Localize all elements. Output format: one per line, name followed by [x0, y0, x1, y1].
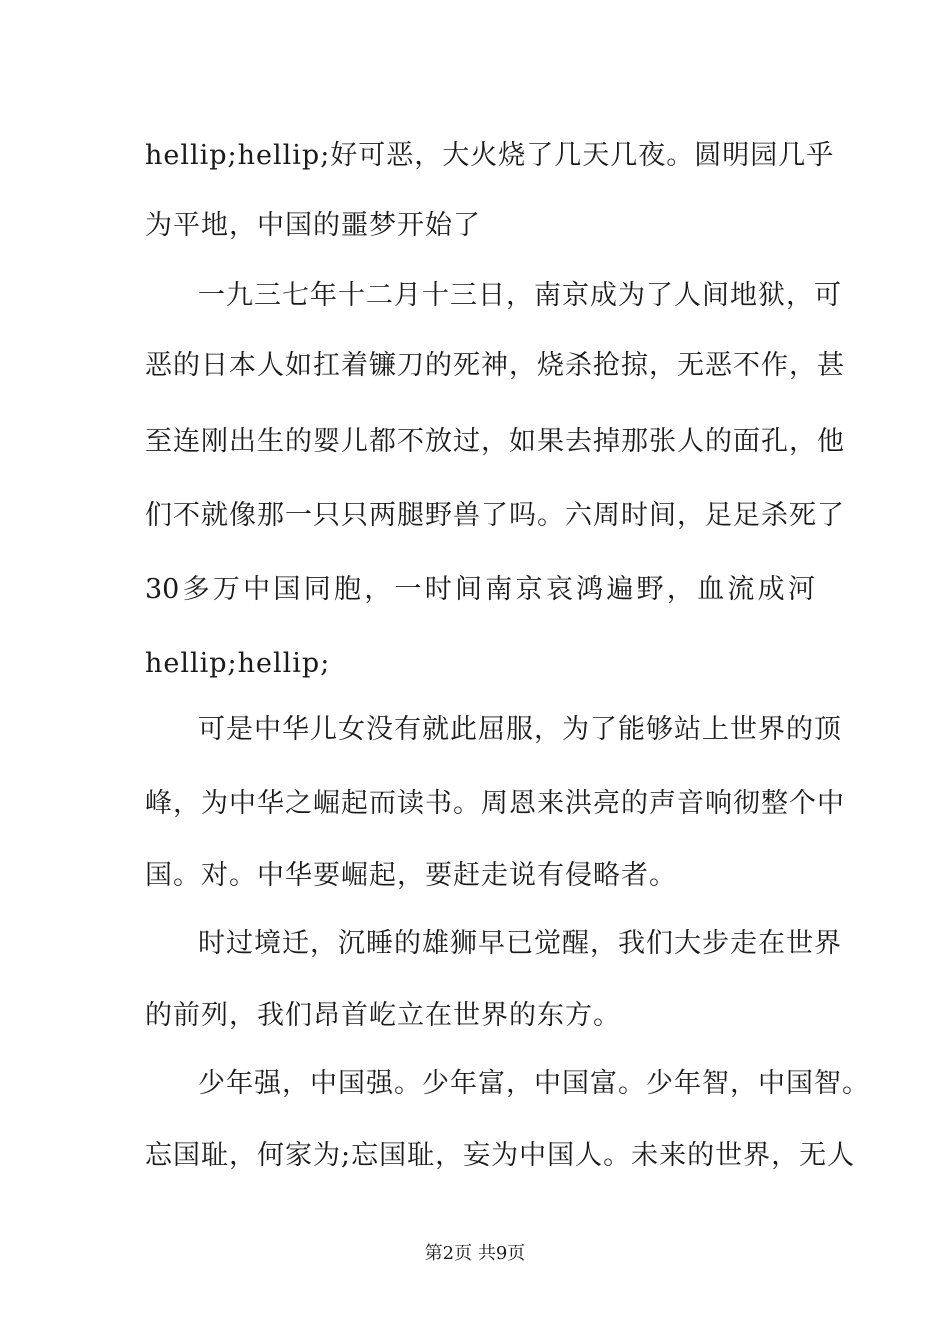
word: 中 — [243, 574, 271, 605]
paragraph-nanjing-line-3: 至连刚出生的婴儿都不放过，如果去掉那张人的面孔，他 — [145, 426, 845, 457]
word: 胞 — [333, 574, 361, 605]
paragraph-rise-line-2: 峰，为中华之崛起而读书。周恩来洪亮的声音响彻整个中 — [145, 788, 845, 819]
paragraph-nanjing-line-2: 恶的日本人如扛着镰刀的死神，烧杀抢掠，无恶不作，甚 — [145, 350, 845, 381]
paragraph-youth-line-2: 忘国耻，何家为;忘国耻，妄为中国人。未来的世界，无人 — [145, 1140, 856, 1171]
word: 时 — [424, 574, 452, 605]
paragraph-awake-line-1: 时过境迁，沉睡的雄狮早已觉醒，我们大步走在世界 — [198, 928, 842, 959]
word: 同 — [303, 574, 331, 605]
word: 血 — [697, 574, 725, 605]
page-number-footer: 第2页 共9页 — [424, 1243, 526, 1264]
word: 流 — [727, 574, 755, 605]
word: 成 — [757, 574, 785, 605]
text-line-1: hellip;hellip;好可恶，大火烧了几天几夜。圆明园几乎 — [145, 140, 835, 171]
paragraph-nanjing-line-6: hellip;hellip; — [145, 648, 331, 679]
word: 万 — [212, 574, 240, 605]
paragraph-nanjing-line-4: 们不就像那一只只两腿野兽了吗。六周时间，足足杀死了 — [145, 500, 845, 531]
word: 国 — [273, 574, 301, 605]
word: ， — [364, 574, 392, 605]
paragraph-youth-line-1: 少年强，中国强。少年富，中国富。少年智，中国智。 — [198, 1068, 870, 1099]
word: 南 — [485, 574, 513, 605]
paragraph-awake-line-2: 的前列，我们昂首屹立在世界的东方。 — [145, 1000, 621, 1031]
word: 多 — [182, 574, 210, 605]
word: 河 — [787, 574, 815, 605]
paragraph-nanjing-line-5 — [145, 572, 815, 608]
paragraph-rise-line-3: 国。对。中华要崛起，要赶走说有侵略者。 — [145, 860, 677, 891]
word: 京 — [515, 574, 543, 605]
word: 30 — [145, 574, 180, 605]
word: ， — [666, 574, 694, 605]
paragraph-nanjing-line-1: 一九三七年十二月十三日，南京成为了人间地狱，可 — [198, 280, 842, 311]
word: 野 — [636, 574, 664, 605]
word: 一 — [394, 574, 422, 605]
word: 间 — [455, 574, 483, 605]
word: 哀 — [545, 574, 573, 605]
word: 鸿 — [576, 574, 604, 605]
text-line-2: 为平地，中国的噩梦开始了 — [145, 210, 481, 241]
word: 遍 — [606, 574, 634, 605]
paragraph-rise-line-1: 可是中华儿女没有就此屈服，为了能够站上世界的顶 — [198, 714, 842, 745]
